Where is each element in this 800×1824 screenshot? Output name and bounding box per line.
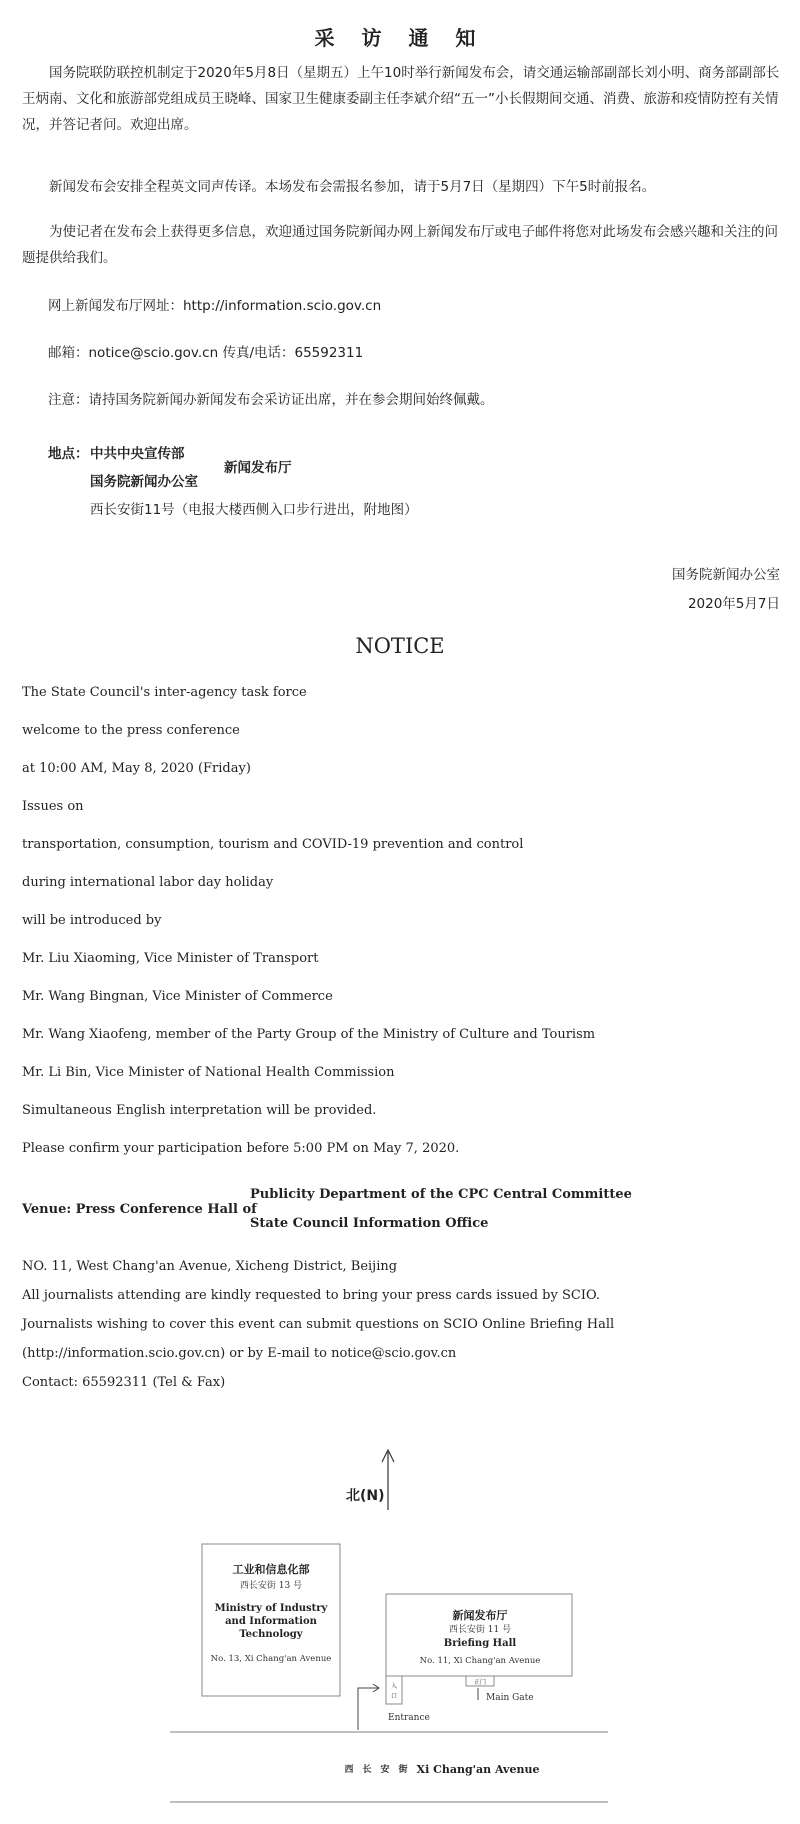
en-line: Mr. Wang Xiaofeng, member of the Party Group of the Ministry of Culture and Tourism	[22, 1027, 596, 1042]
entrance-label-en: Entrance	[388, 1713, 430, 1723]
en-line: welcome to the press conference	[22, 723, 240, 738]
entrance-path	[358, 1688, 378, 1730]
en-detail-line: Contact: 65592311 (Tel & Fax)	[22, 1375, 226, 1390]
north-label: 北(N)	[346, 1488, 385, 1504]
en-line: during international labor day holiday	[22, 875, 274, 890]
venue-label-cn: 地点：	[48, 446, 89, 462]
signature-date-cn: 2020年5月7日	[687, 596, 780, 612]
en-line: Mr. Li Bin, Vice Minister of National Health Commission	[22, 1065, 395, 1080]
venue-label-en: Venue: Press Conference Hall of	[22, 1202, 257, 1217]
en-line: Please confirm your participation before 5:00 PM on May 7, 2020.	[22, 1141, 460, 1156]
venue-org1-en: Publicity Department of the CPC Central Committee	[250, 1187, 632, 1202]
main-gate-label-cn: 正门	[473, 1679, 487, 1686]
en-line: Mr. Wang Bingnan, Vice Minister of Commerce	[22, 989, 333, 1004]
note-line-cn: 注意：请持国务院新闻办新闻发布会采访证出席，并在参会期间始终佩戴。	[48, 392, 494, 408]
en-line: Issues on	[22, 799, 84, 814]
street-name-en: Xi Chang'an Avenue	[416, 1763, 540, 1776]
signature-org-cn: 国务院新闻办公室	[672, 567, 780, 583]
miit-name-en-1: Ministry of Industry	[214, 1603, 328, 1614]
en-line: The State Council's inter-agency task force	[22, 685, 307, 700]
venue-address-cn: 西长安街11号（电报大楼西侧入口步行进出，附地图）	[90, 502, 418, 518]
venue-org1-cn: 中共中央宣传部	[90, 446, 185, 462]
entrance-label-cn-2: 口	[390, 1693, 398, 1700]
hall-address-cn: 西长安街 11 号	[448, 1625, 512, 1635]
website-line-cn: 网上新闻发布厅网址：http://information.scio.gov.cn	[48, 298, 382, 314]
en-line: at 10:00 AM, May 8, 2020 (Friday)	[22, 761, 251, 776]
main-gate-label-en: Main Gate	[486, 1693, 534, 1703]
hall-address-en: No. 11, Xi Chang'an Avenue	[419, 1656, 541, 1666]
miit-name-cn: 工业和信息化部	[232, 1563, 310, 1576]
en-detail-line: NO. 11, West Chang'an Avenue, Xicheng District, Beijing	[22, 1259, 398, 1274]
questions-paragraph-cn: 为使记者在发布会上获得更多信息，欢迎通过国务院新闻办网上新闻发布厅或电子邮件将您对此场发布会感兴趣和关注的问题提供给我们。	[22, 224, 778, 266]
en-line: will be introduced by	[22, 913, 162, 928]
venue-org2-cn: 国务院新闻办公室	[90, 474, 198, 490]
miit-name-en-2: and Information	[225, 1616, 317, 1627]
street-name-cn: 西 长 安 街	[344, 1765, 408, 1775]
intro-paragraph-cn: 国务院联防联控机制定于2020年5月8日（星期五）上午10时举行新闻发布会，请交通运输部副部长刘小明、商务部副部长王炳南、文化和旅游部党组成员王晓峰、国家卫生健康委副主任李斌介绍“五一”小长假期间交通、消费、旅游和疫情防控有关情况，并答记者问。欢迎出席。	[22, 65, 780, 133]
notice-title-cn: 采 访 通 知	[314, 26, 486, 50]
en-detail-line: All journalists attending are kindly requested to bring your press cards issued by SCIO.	[22, 1288, 600, 1303]
en-line: Simultaneous English interpretation will be provided.	[22, 1103, 377, 1118]
venue-org2-en: State Council Information Office	[250, 1216, 489, 1231]
hall-name-cn: 新闻发布厅	[452, 1609, 508, 1622]
en-detail-line: (http://information.scio.gov.cn) or by E-mail to notice@scio.gov.cn	[22, 1346, 457, 1361]
en-line: Mr. Liu Xiaoming, Vice Minister of Transport	[22, 951, 319, 966]
miit-address-cn: 西长安街 13 号	[239, 1581, 303, 1591]
entrance-label-cn-1: 入	[390, 1683, 398, 1690]
en-line: transportation, consumption, tourism and COVID-19 prevention and control	[22, 837, 524, 852]
miit-address-en: No. 13, Xi Chang'an Avenue	[210, 1654, 332, 1664]
notice-title-en: NOTICE	[355, 634, 445, 658]
en-detail-line: Journalists wishing to cover this event can submit questions on SCIO Online Briefing Hall	[22, 1317, 615, 1332]
hall-name-en: Briefing Hall	[443, 1638, 517, 1649]
venue-hall-cn: 新闻发布厅	[224, 460, 292, 476]
email-line-cn: 邮箱：notice@scio.gov.cn 传真/电话：65592311	[48, 345, 364, 361]
location-map	[0, 1430, 800, 1824]
miit-name-en-3: Technology	[239, 1629, 303, 1640]
interpretation-paragraph-cn: 新闻发布会安排全程英文同声传译。本场发布会需报名参加，请于5月7日（星期四）下午5时前报名。	[49, 179, 656, 195]
